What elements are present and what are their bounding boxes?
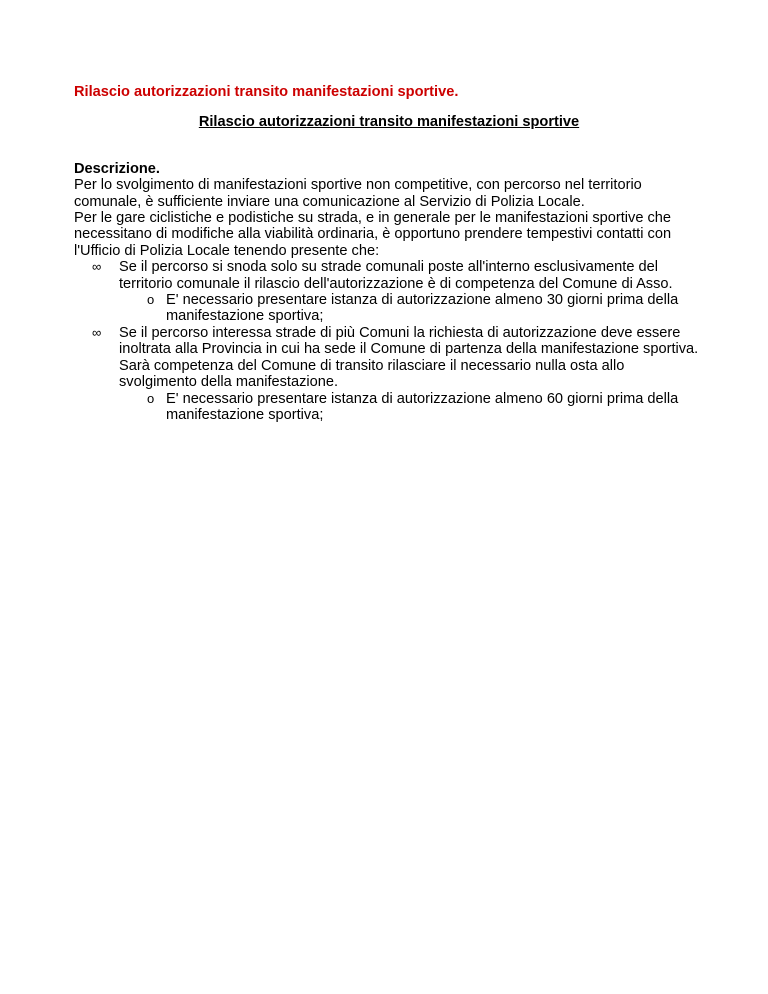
circle-bullet-icon: o bbox=[147, 292, 155, 308]
circle-bullet-icon: o bbox=[147, 390, 155, 406]
center-title: Rilascio autorizzazioni transito manifestazioni sportive bbox=[198, 114, 580, 131]
paragraph-1: Per lo svolgimento di manifestazioni sportive non competitive, con percorso nel territorio comunale, è sufficiente inviare una comunicazione al Servizio di Polizia Locale. bbox=[74, 177, 642, 210]
bullet-list bbox=[74, 259, 704, 423]
sub-list bbox=[119, 391, 704, 424]
sub-bullet-text: E' necessario presentare istanza di autorizzazione almeno 30 giorni prima della manifestazione sportiva; bbox=[166, 292, 679, 325]
sub-bullet-text: E' necessario presentare istanza di autorizzazione almeno 60 giorni prima della manifestazione sportiva; bbox=[166, 390, 679, 423]
bullet-text: Se il percorso si snoda solo su strade comunali poste all'interno esclusivamente del territorio comunale il rilascio dell'autorizzazione è di competenza del Comune di Asso. bbox=[119, 259, 673, 292]
description-heading: Descrizione. bbox=[74, 160, 160, 177]
sub-list bbox=[119, 292, 704, 325]
paragraph-2: Per le gare ciclistiche e podistiche su strada, e in generale per le manifestazioni sportive che necessitano di modifiche alla viabilità ordinaria, è opportuno prendere tempestivi contatti con l'Ufficio di Polizia Locale tenendo presente che: bbox=[74, 210, 672, 259]
list-item bbox=[92, 259, 704, 325]
list-item bbox=[92, 324, 704, 423]
bullet-text: Se il percorso interessa strade di più Comuni la richiesta di autorizzazione deve essere inoltrata alla Provincia in cui ha sede il Comune di partenza della manifestazione sportiva. Sarà competenza del Comune di transito rilasciare il necessario nulla osta allo svolgimento della manifestazione. bbox=[119, 324, 699, 391]
sub-list-item bbox=[147, 292, 704, 325]
header-title: Rilascio autorizzazioni transito manifestazioni sportive. bbox=[74, 84, 459, 100]
sub-list-item bbox=[147, 390, 704, 424]
document-content bbox=[74, 84, 704, 423]
infinity-bullet-icon: ∞ bbox=[92, 324, 102, 340]
infinity-bullet-icon: ∞ bbox=[92, 259, 102, 275]
